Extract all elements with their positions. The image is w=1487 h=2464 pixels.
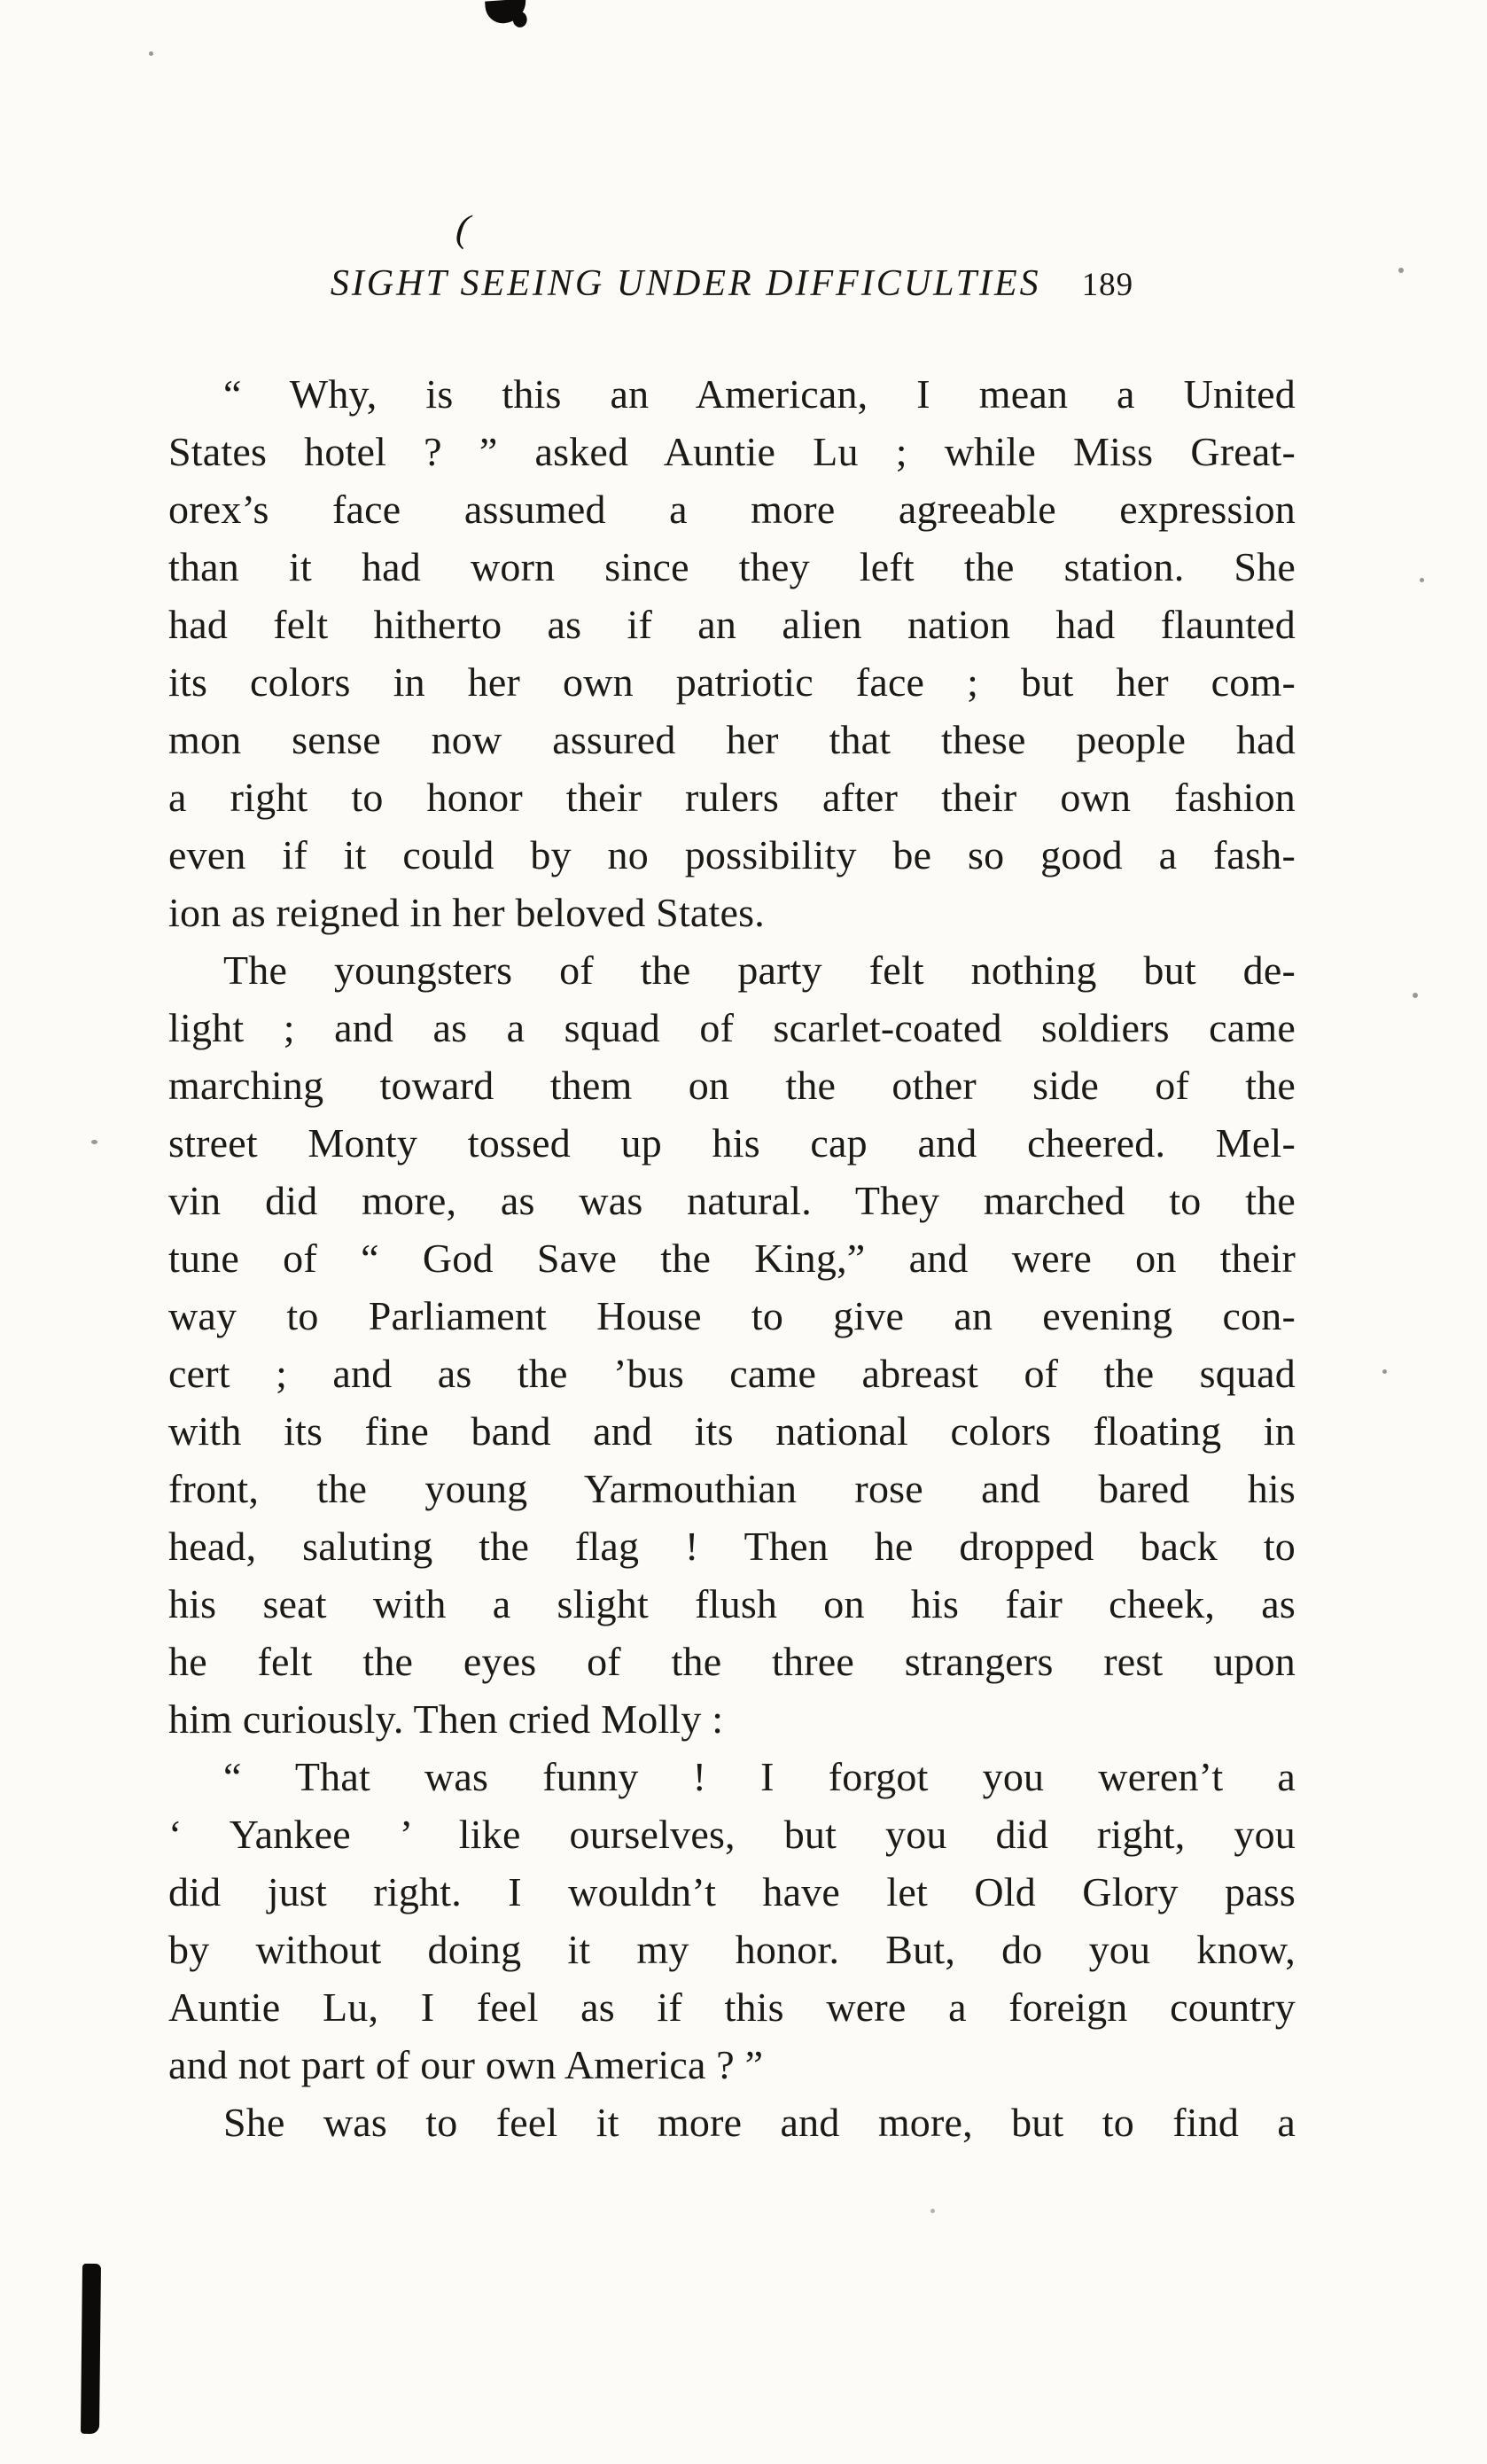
text-line: cert ; and as the ’bus came abreast of the squad xyxy=(168,1351,1296,1396)
chapter-title: SIGHT SEEING UNDER DIFFICULTIES xyxy=(330,263,1041,304)
text-line: orex’s face assumed a more agreeable expression xyxy=(168,487,1296,532)
text-line: tune of “ God Save the King,” and were on their xyxy=(168,1236,1296,1281)
text-line: him curiously. Then cried Molly : xyxy=(168,1696,724,1742)
scan-speck xyxy=(1420,578,1424,582)
text-line: had felt hitherto as if an alien nation had flaunted xyxy=(168,602,1296,647)
text-line: mon sense now assured her that these people had xyxy=(168,717,1296,762)
paragraph xyxy=(168,1748,1296,2094)
text-line: ‘ Yankee ’ like ourselves, but you did right, you xyxy=(168,1812,1296,1857)
text-line: street Monty tossed up his cap and cheered. Mel- xyxy=(168,1120,1296,1166)
text-line: even if it could by no possibility be so good a fash- xyxy=(168,832,1296,877)
text-line: and not part of our own America ? ” xyxy=(168,2042,764,2087)
paragraph xyxy=(168,365,1296,941)
stray-pen-mark: ( xyxy=(454,206,472,251)
text-line: his seat with a slight flush on his fair cheek, as xyxy=(168,1581,1296,1626)
text-line: marching toward them on the other side of the xyxy=(168,1063,1296,1108)
ink-blot-artifact xyxy=(485,0,527,25)
scan-speck xyxy=(1398,268,1404,273)
text-block xyxy=(168,365,1296,2151)
scan-speck xyxy=(1413,993,1418,998)
page-number: 189 xyxy=(1081,267,1134,303)
text-line: The youngsters of the party felt nothing but de- xyxy=(223,947,1296,993)
text-line: by without doing it my honor. But, do you know, xyxy=(168,1927,1296,1972)
text-line: than it had worn since they left the station. She xyxy=(168,544,1296,589)
ink-bar-artifact xyxy=(81,2264,101,2434)
text-line: a right to honor their rulers after their own fashion xyxy=(168,775,1296,820)
paragraph xyxy=(168,2094,1296,2151)
text-line: “ That was funny ! I forgot you weren’t a xyxy=(223,1754,1296,1799)
text-line: Auntie Lu, I feel as if this were a foreign country xyxy=(168,1984,1296,2030)
text-line: light ; and as a squad of scarlet-coated soldiers came xyxy=(168,1005,1296,1050)
scan-speck xyxy=(930,2209,935,2213)
text-line: its colors in her own patriotic face ; but her com- xyxy=(168,659,1296,705)
text-line: ion as reigned in her beloved States. xyxy=(168,890,765,935)
scan-speck xyxy=(149,51,153,56)
text-line: he felt the eyes of the three strangers rest upon xyxy=(168,1639,1296,1684)
paragraph xyxy=(168,941,1296,1748)
scan-speck xyxy=(1382,1369,1387,1374)
text-line: did just right. I wouldn’t have let Old Glory pass xyxy=(168,1869,1296,1914)
text-line: head, saluting the flag ! Then he dropped back to xyxy=(168,1524,1296,1569)
text-line: States hotel ? ” asked Auntie Lu ; while Miss Great- xyxy=(168,429,1296,474)
scan-speck xyxy=(91,1140,97,1144)
text-line: vin did more, as was natural. They marched to the xyxy=(168,1178,1296,1223)
text-line: with its fine band and its national colors floating in xyxy=(168,1408,1296,1454)
running-header xyxy=(168,262,1296,305)
text-line: She was to feel it more and more, but to find a xyxy=(223,2100,1296,2145)
text-line: front, the young Yarmouthian rose and bared his xyxy=(168,1466,1296,1511)
text-line: way to Parliament House to give an evening con- xyxy=(168,1293,1296,1338)
text-line: “ Why, is this an American, I mean a United xyxy=(223,371,1296,417)
